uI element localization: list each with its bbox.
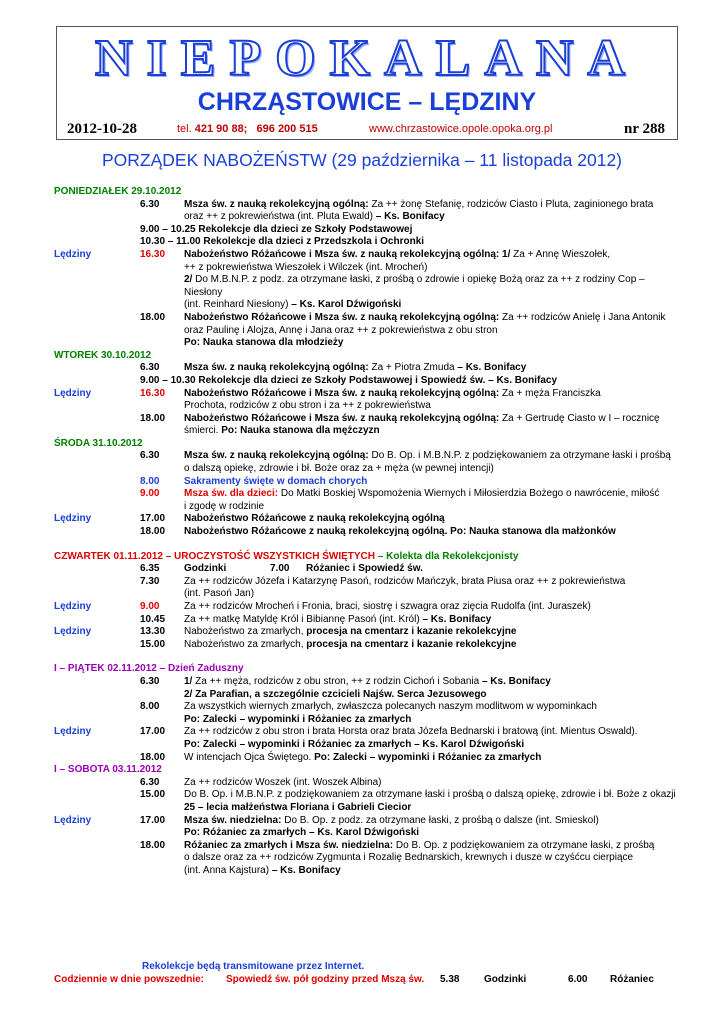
issue-number: nr 288 [624,121,665,137]
row-description: Msza św. z nauką rekolekcyjną ogólną: Do B. Op. i M.B.N.P. z podziękowaniem za otrzymane łaski i prośbą [184,450,671,462]
weekdays-label: Codziennie w dnie powszednie: [54,974,205,985]
schedule-row [54,526,684,539]
row-time: 13.30 [140,626,166,638]
godzinki-time: 5.38 [440,974,460,985]
row-description: Msza św. niedzielna: Do B. Op. z podz. za otrzymane łaski, z prośbą o dalsze (int. Smieskol) [184,814,599,826]
row-description: Za ++ rodziców Woszek (int. Woszek Albina) [184,776,382,788]
row-time: 15.00 [140,789,166,801]
schedule-row [54,388,684,401]
schedule-row [54,601,684,614]
confession-note: Spowiedź św. pół godziny przed Mszą św. [226,974,425,985]
schedule-row [54,450,684,463]
row-description: Nabożeństwo Różańcowe i Msza św. z nauką rekolekcyjną ogólną: Za + Gertrudę Ciasto w I – rocznicę [184,412,660,424]
day-header-thursday: CZWARTEK 01.11.2012 – UROCZYSTOŚĆ WSZYSTKICH ŚWIĘTYCH – Kolekta dla Rekolekcjonisty [54,550,519,562]
row-description: Nabożeństwo Różańcowe i Msza św. z nauką rekolekcyjną ogólną: Za + męża Franciszka [184,387,601,399]
row-description: Nabożeństwo Różańcowe i Msza św. z nauką rekolekcyjną ogólną: Za ++ rodziców Anielę i Jana Antonik [184,311,666,323]
row-description: Msza św. z nauką rekolekcyjną ogólną: Za + Piotra Zmuda – Ks. Bonifacy [184,362,527,374]
schedule-row [54,639,684,652]
row-place: Lędziny [54,726,92,738]
row-description: Nabożeństwo Różańcowe i Msza św. z nauką rekolekcyjną ogólną: 1/ Za + Annę Wieszołek, [184,248,611,260]
row-time: 7.30 [140,575,160,587]
row-description: 9.00 – 10.30 Rekolekcje dla dzieci ze Szkoły Podstawowej i Spowiedź św. – Ks. Bonifacy [140,374,558,386]
phone-numbers [177,123,318,135]
day-header-wednesday: ŚRODA 31.10.2012 [54,437,143,449]
schedule-row [54,563,684,576]
row-time: 18.00 [140,751,166,763]
row-time: 17.00 [140,814,166,826]
schedule-row [54,626,684,639]
rozaniec-time: 6.00 [568,974,588,985]
masthead-title: NIEPOKALANA [94,30,640,87]
row-description: Godzinki 7.00 Różaniec i Spowiedź św. [184,563,423,575]
schedule-row [54,789,684,802]
row-time: 16.30 [140,248,166,260]
row-description: Nabożeństwo za zmarłych, procesja na cmentarz i kazanie rekolekcyjne [184,626,517,638]
tel-label: tel. [177,123,192,135]
row-place: Lędziny [54,248,92,260]
row-description: Sakramenty święte w domach chorych [184,475,368,487]
row-time: 6.30 [140,776,160,788]
schedule-row [54,249,684,262]
row-description: 9.00 – 10.25 Rekolekcje dla dzieci ze Szkoły Podstawowej [140,223,413,235]
day-header-monday: PONIEDZIAŁEK 29.10.2012 [54,186,182,197]
row-place: Lędziny [54,814,92,826]
row-description: Za ++ rodziców z obu stron i brata Horsta oraz brata Józefa Bednarski i bratową (int. Mientus Oswald). [184,726,638,738]
schedule-row [54,840,684,853]
row-time: 10.45 [140,613,166,625]
row-place: Lędziny [54,626,92,638]
row-description: Msza św. dla dzieci: Do Matki Boskiej Wspomożenia Wiernych i Miłosierdzia Bożego o nawrócenie, miłość [184,488,660,500]
issue-date: 2012-10-28 [67,121,137,137]
newsletter-header [56,26,678,140]
day-header-saturday: I – SOBOTA 03.11.2012 [54,764,162,776]
row-time: 18.00 [140,311,166,323]
broadcast-note: Rekolekcje będą transmitowane przez Internet. [142,961,365,972]
schedule-row [54,676,684,689]
schedule-row [54,236,684,249]
row-description: W intencjach Ojca Świętego. Po: Zalecki – wypominki i Różaniec za zmarłych [184,751,542,763]
schedule-row [54,488,684,501]
row-description: Do B. Op. i M.B.N.P. z podziękowaniem za otrzymane łaski i prośbą o dalszą opiekę, zdrowie i bł. Boże z okazji [184,789,676,801]
row-time: 6.30 [140,198,160,210]
row-description: Za ++ matkę Matyldę Król i Bibiannę Pasoń (int. Król) – Ks. Bonifacy [184,613,492,625]
tel-1: 421 90 88; [194,123,248,135]
row-description: Za ++ rodziców Józefa i Katarzynę Pasoń, rodziców Mańczyk, brata Piusa oraz ++ z pokrewieństwa [184,575,626,587]
row-description: Za ++ rodziców Mrocheń i Fronia, braci, siostrę i szwagra oraz zięcia Rudolfa (int. Juraszek) [184,601,591,612]
row-time: 6.30 [140,675,160,687]
day-header-friday: I – PIĄTEK 02.11.2012 – Dzień Zaduszny [54,663,244,675]
website-link[interactable]: www.chrzastowice.opole.opoka.org.pl [369,123,553,135]
day-header-tuesday: WTOREK 30.10.2012 [54,349,152,361]
schedule-row [54,413,684,426]
row-time: 18.00 [140,839,166,851]
row-time: 6.30 [140,450,160,462]
schedule-title: PORZĄDEK NABOŻEŃSTW (29 października – 11 listopada 2012) [101,150,623,170]
row-place: Lędziny [54,601,92,612]
row-time: 9.00 [140,488,160,500]
row-time: 15.00 [140,638,166,650]
row-time: 6.35 [140,563,160,575]
row-time: 8.00 [140,475,160,487]
godzinki-label: Godzinki [484,974,527,985]
schedule-row [54,362,684,375]
schedule-row [54,777,684,790]
parish-subtitle: CHRZĄSTOWICE – LĘDZINY [197,88,537,116]
schedule-row [54,199,684,212]
schedule-row [54,513,684,526]
row-time: 16.30 [140,387,166,399]
schedule-row [54,476,684,489]
schedule-row [54,752,684,765]
rozaniec-label: Różaniec [610,974,654,985]
row-description: Za wszystkich wiernych zmarłych, zwłaszcza polecanych naszym modlitwom w wypominkach [184,701,597,713]
info-line [57,121,677,139]
tel-2: 696 200 515 [256,123,318,135]
schedule-row [54,701,684,714]
schedule-row [54,224,684,237]
schedule: PONIEDZIAŁEK 29.10.2012 6.30 Msza św. z nauką rekolekcyjną ogólną: Za ++ żonę Stefanię, rodziców Ciasto i Pluta, zaginionego brata oraz ++ z pokrewieństwa (int. Pluta Ewald) – Ks. Bonifacy 9.00 – 10.25 Rekolekcje dla dzieci ze Szkoły Podstawowej 10.30 – 11.00 Rekolekcje dla dzieci z Przedszkola i Ochronki Lędziny 16.30 Nabożeństwo Różańcowe i Msza św. z nauką rekolekcyjną ogólną: 1/ Za + Annę Wieszołek, ++ z pokrewieństwa Wieszołek i Wilczek (int. Mrocheń) 2/ Do M.B.N.P. z podz. za otrzymane łaski, z prośbą o zdrowie i opiekę Bożą oraz za ++ z rodziny Cop – Niesłony (int. Reinhard Niesłony) – Ks. Karol Dźwigoński 18.00 Nabożeństwo Różańcowe i Msza św. z nauką rekolekcyjną ogólną: Za ++ rodziców Anielę i Jana Antonik oraz Paulinę i Alojza, Annę i Jana oraz ++ z pokrewieństwa z obu stron Po: Nauka stanowa dla młodzieży WTOREK 30.10.2012 6.30 Msza św. z nauką rekolekcyjną ogólną: Za + Piotra Zmuda – Ks. Bonifacy 9.00 – 10.30 Rekolekcje dla dzieci ze Szkoły Podstawowej i Spowiedź św. – Ks. Bonifacy Lędziny 16.30 Nabożeństwo Różańcowe i Msza św. z nauką rekolekcyjną ogólną: Za + męża Franciszka Prochota, rodziców z obu stron i za ++ z pokrewieństwa 18.00 Nabożeństwo Różańcowe i Msza św. z nauką rekolekcyjną ogólną: Za + Gertrudę Ciasto w I – rocznicę śmierci. Po: Nauka stanowa dla mężczyzn ŚRODA 31.10.2012 6.30 Msza św. z nauką rekolekcyjną ogólną: Do B. Op. i M.B.N.P. z podziękowaniem za otrzymane łaski i prośbą o dalszą opiekę, zdrowie i bł. Boże oraz za + męża (w pewnej intencji) 8.00 Sakramenty święte w domach chorych 9.00 Msza św. dla dzieci: Do Matki Boskiej Wspomożenia Wiernych i Miłosierdzia Bożego o nawrócenie, miłość i zgodę w rodzinie Lędziny 17.00 Nabożeństwo Różańcowe z nauką rekolekcyjną ogólną 18.00 Nabożeństwo Różańcowe z nauką rekolekcyjną ogólną. Po: Nauka stanowa dla małżonków CZWARTEK 01.11.2012 – UROCZYSTOŚĆ WSZYSTKICH ŚWIĘTYCH – Kolekta dla Rekolekcjonisty 6.35 Godzinki 7.00 Różaniec i Spowiedź św. 7.30 Za ++ rodziców Józefa i Katarzynę Pasoń, rodziców Mańczyk, brata Piusa oraz ++ z pokrewieństwa (int. Pasoń Jan) Lędziny 9.00 Za ++ rodziców Mrocheń i Fronia, braci, siostrę i szwagra oraz zięcia Rudolfa (int. Juraszek) 10.45 Za ++ matkę Matyldę Król i Bibiannę Pasoń (int. Król) – Ks. Bonifacy Lędziny 13.30 Nabożeństwo za zmarłych, procesja na cmentarz i kazanie rekolekcyjne 15.00 Nabożeństwo za zmarłych, procesja na cmentarz i kazanie rekolekcyjne I – PIĄTEK 02.11.2012 – Dzień Zaduszny 6.30 1/ Za ++ męża, rodziców z obu stron, ++ z rodzin Cichoń i Sobania – Ks. Bonifacy 2/ Za Parafian, a szczególnie czcicieli Najśw. Serca Jezusowego 8.00 Za wszystkich wiernych zmarłych, zwłaszcza polecanych naszym modlitwom w wypominkach Po: Zalecki – wypominki i Różaniec za zmarłych Lędziny 17.00 Za ++ rodziców z obu stron i brata Horsta oraz brata Józefa Bednarski i bratową (int. Mientus Oswald). Po: Zalecki – wypominki i Różaniec za zmarłych – Ks. Karol Dźwigoński 18.00 W intencjach Ojca Świętego. Po: Zalecki – wypominki i Różaniec za zmarłych I – SOBOTA 03.11.2012 6.30 Za ++ rodziców Woszek (int. Woszek Albina) 15.00 Do B. Op. i M.B.N.P. z podziękowaniem za otrzymane łaski i prośbą o dalszą opiekę, zdrowie i bł. Boże z okazji 25 – lecia małżeństwa Floriana i Gabrieli Ciecior Lędziny 17.00 Msza św. niedzielna: Do B. Op. z podz. za otrzymane łaski, z prośbą o dalsze (int. Smieskol) Po: Różaniec za zmarłych – Ks. Karol Dźwigoński 18.00 Różaniec za zmarłych i Msza św. niedzielna: Do B. Op. z podziękowaniem za otrzymane łaski, z prośbą o dalsze oraz za ++ rodziców Zygmunta i Rozalię Bednarskich, krewnych i dusze w czyśćcu cierpiące (int. Anna Kajstura) – Ks. Bonifacy [54,186,684,877]
schedule-row-continued: oraz ++ z pokrewieństwa (int. Pluta Ewald) – Ks. Bonifacy [184,211,445,223]
row-time: 18.00 [140,526,166,538]
row-description: Msza św. z nauką rekolekcyjną ogólną: Za ++ żonę Stefanię, rodziców Ciasto i Pluta, zaginionego brata [184,198,654,210]
weekday-schedule [54,973,694,986]
schedule-row [54,312,684,325]
schedule-row [54,614,684,627]
schedule-row [54,726,684,739]
row-description: Nabożeństwo Różańcowe z nauką rekolekcyjną ogólną [184,513,445,525]
row-time: 9.00 [140,601,160,612]
row-time: 8.00 [140,701,160,713]
row-place: Lędziny [54,513,92,525]
footer [54,960,694,986]
row-time: 17.00 [140,726,166,738]
schedule-row [54,375,684,388]
schedule-row [54,576,684,589]
row-time: 18.00 [140,412,166,424]
row-time: 6.30 [140,362,160,374]
row-description: Nabożeństwo Różańcowe z nauką rekolekcyjną ogólną. Po: Nauka stanowa dla małżonków [184,526,616,538]
schedule-row [54,815,684,828]
row-time: 17.00 [140,513,166,525]
row-place: Lędziny [54,387,92,399]
row-description: 10.30 – 11.00 Rekolekcje dla dzieci z Przedszkola i Ochronki [140,236,425,248]
row-description: Nabożeństwo za zmarłych, procesja na cmentarz i kazanie rekolekcyjne [184,638,517,650]
row-description: Różaniec za zmarłych i Msza św. niedzielna: Do B. Op. z podziękowaniem za otrzymane łaski, z prośbą [184,839,655,851]
row-description: 1/ Za ++ męża, rodziców z obu stron, ++ z rodzin Cichoń i Sobania – Ks. Bonifacy [184,675,551,687]
